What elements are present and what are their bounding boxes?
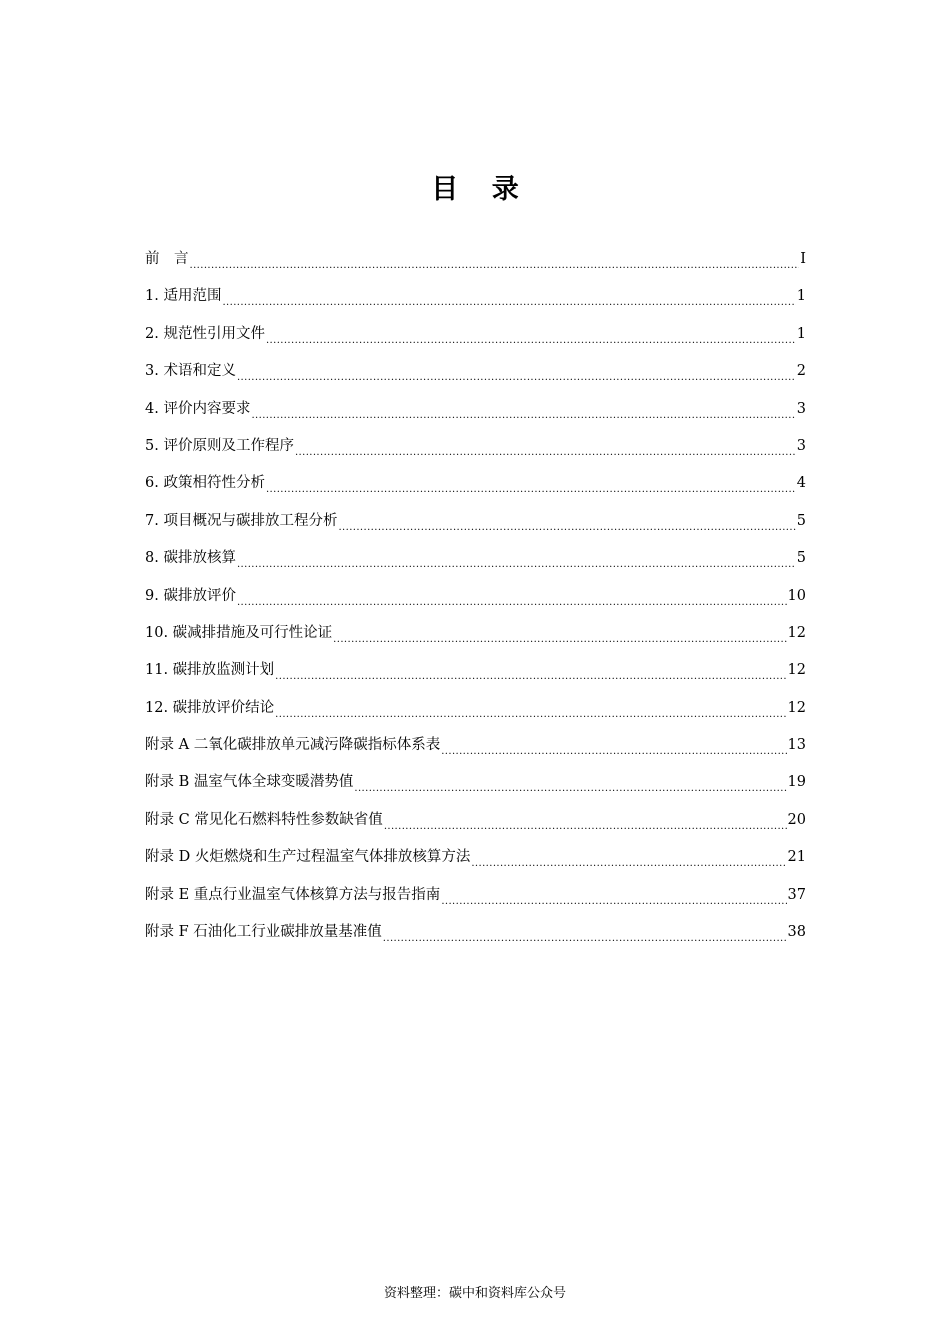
toc-entry-evaluation-content[interactable] (145, 396, 806, 433)
toc-entry-label: 附录 A 二氧化碳排放单元减污降碳指标体系表 (145, 737, 441, 754)
toc-dot-leader (441, 882, 786, 908)
toc-dot-leader (237, 358, 796, 384)
toc-entry-emission-accounting[interactable] (145, 545, 806, 582)
toc-entry-page: 20 (787, 811, 806, 828)
toc-entry-page: 13 (787, 737, 806, 754)
toc-entry-label: 9. 碳排放评价 (145, 587, 236, 604)
toc-dot-leader (333, 620, 786, 646)
toc-entry-page: 19 (787, 774, 806, 791)
toc-entry-scope[interactable] (145, 283, 806, 320)
toc-entry-page: 12 (787, 699, 806, 716)
toc-entry-appendix-c[interactable] (145, 807, 806, 844)
toc-entry-label: 1. 适用范围 (145, 288, 222, 305)
toc-dot-leader (383, 919, 787, 945)
toc-entry-monitoring-plan[interactable] (145, 657, 806, 694)
toc-entry-label: 10. 碳减排措施及可行性论证 (145, 624, 333, 641)
toc-entry-label: 附录 B 温室气体全球变暖潜势值 (145, 774, 354, 791)
toc-entry-appendix-f[interactable] (145, 919, 806, 956)
toc-entry-page: 5 (796, 550, 806, 567)
table-of-contents (145, 246, 806, 956)
toc-dot-leader (237, 545, 796, 571)
toc-entry-evaluation-principles[interactable] (145, 433, 806, 470)
toc-dot-leader (266, 470, 796, 496)
toc-entry-label: 5. 评价原则及工作程序 (145, 437, 294, 454)
toc-entry-evaluation-conclusion[interactable] (145, 695, 806, 732)
toc-dot-leader (190, 246, 800, 272)
toc-entry-page: 1 (796, 325, 806, 342)
page-footer: 资料整理：碳中和资料库公众号 (383, 1286, 566, 1301)
toc-entry-label: 附录 F 石油化工行业碳排放量基准值 (145, 924, 382, 941)
toc-entry-page: 12 (787, 662, 806, 679)
toc-entry-label: 前 言 (145, 251, 189, 267)
toc-entry-label: 2. 规范性引用文件 (145, 325, 265, 342)
toc-entry-label: 6. 政策相符性分析 (145, 475, 265, 492)
toc-dot-leader (295, 433, 796, 459)
toc-entry-appendix-a[interactable] (145, 732, 806, 769)
toc-entry-label: 3. 术语和定义 (145, 363, 236, 380)
toc-entry-appendix-d[interactable] (145, 844, 806, 881)
toc-dot-leader (222, 283, 795, 309)
toc-entry-page: 37 (787, 886, 806, 903)
toc-entry-emission-evaluation[interactable] (145, 583, 806, 620)
toc-entry-foreword[interactable] (145, 246, 806, 283)
toc-entry-page: 1 (796, 288, 806, 305)
toc-entry-page: 10 (787, 587, 806, 604)
toc-dot-leader (384, 807, 787, 833)
toc-dot-leader (266, 321, 796, 347)
toc-entry-appendix-b[interactable] (145, 769, 806, 806)
toc-dot-leader (338, 508, 795, 534)
toc-entry-label: 8. 碳排放核算 (145, 550, 236, 567)
toc-dot-leader (237, 583, 787, 609)
toc-entry-normative-references[interactable] (145, 321, 806, 358)
toc-dot-leader (354, 769, 786, 795)
toc-entry-reduction-measures[interactable] (145, 620, 806, 657)
toc-entry-label: 4. 评价内容要求 (145, 400, 251, 417)
toc-entry-page: 2 (796, 363, 806, 380)
toc-entry-project-overview[interactable] (145, 508, 806, 545)
toc-entry-label: 附录 C 常见化石燃料特性参数缺省值 (145, 811, 383, 828)
toc-entry-page: 5 (796, 512, 806, 529)
toc-dot-leader (251, 396, 795, 422)
toc-entry-page: 3 (796, 400, 806, 417)
toc-entry-page: 4 (796, 475, 806, 492)
toc-entry-label: 12. 碳排放评价结论 (145, 699, 275, 716)
toc-dot-leader (471, 844, 786, 870)
toc-entry-label: 7. 项目概况与碳排放工程分析 (145, 512, 338, 529)
toc-dot-leader (441, 732, 786, 758)
toc-entry-page: I (800, 251, 806, 267)
toc-entry-page: 21 (787, 849, 806, 866)
toc-entry-page: 12 (787, 624, 806, 641)
page-title: 目 录 (431, 174, 531, 205)
toc-entry-appendix-e[interactable] (145, 882, 806, 919)
toc-entry-label: 11. 碳排放监测计划 (145, 662, 275, 679)
toc-entry-page: 38 (787, 924, 806, 941)
toc-entry-label: 附录 E 重点行业温室气体核算方法与报告指南 (145, 886, 441, 903)
toc-dot-leader (275, 695, 786, 721)
toc-entry-label: 附录 D 火炬燃烧和生产过程温室气体排放核算方法 (145, 849, 471, 866)
toc-dot-leader (275, 657, 786, 683)
toc-entry-page: 3 (796, 437, 806, 454)
toc-entry-policy-compliance[interactable] (145, 470, 806, 507)
toc-entry-terms-definitions[interactable] (145, 358, 806, 395)
